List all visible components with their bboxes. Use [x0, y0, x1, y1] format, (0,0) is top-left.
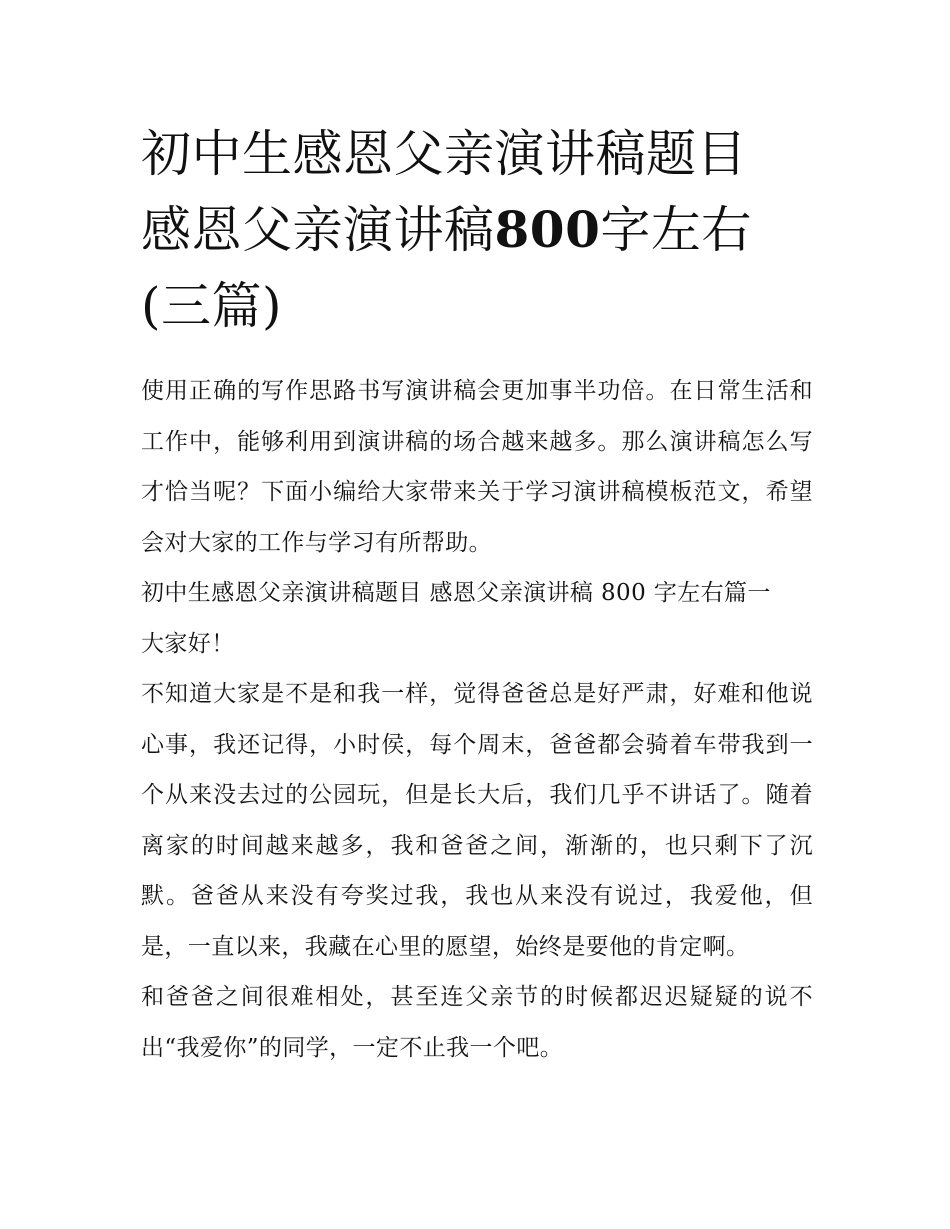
title-text-part-1: 初中生感恩父亲演讲稿题目 感恩父亲演讲稿 [141, 125, 747, 259]
greeting-paragraph: 大家好！ [141, 630, 235, 657]
document-body [141, 366, 813, 1073]
title-number: 800 [494, 200, 601, 259]
section-heading: 初中生感恩父亲演讲稿题目 感恩父亲演讲稿 800 字左右篇一 [141, 580, 771, 606]
title-text-part-2: 字左右(三篇) [141, 201, 752, 335]
document-title [141, 116, 813, 344]
body-paragraph: 和爸爸之间很难相处，甚至连父亲节的时候都迟迟疑疑的说不出“我爱你”的同学，一定不止我一个吧。 [141, 984, 813, 1061]
document-content [141, 116, 813, 1073]
body-paragraph: 不知道大家是不是和我一样，觉得爸爸总是好严肃，好难和他说心事，我还记得，小时侯，每个周末，爸爸都会骑着车带我到一个从来没去过的公园玩，但是长大后，我们几乎不讲话了。随着离家的时间越来越多，我和爸爸之间，渐渐的，也只剩下了沉默。爸爸从来没有夸奖过我，我也从来没有说过，我爱他，但是，一直以来，我藏在心里的愿望，始终是要他的肯定啊。 [141, 681, 813, 960]
intro-paragraph: 使用正确的写作思路书写演讲稿会更加事半功倍。在日常生活和工作中，能够利用到演讲稿的场合越来越多。那么演讲稿怎么写才恰当呢？下面小编给大家带来关于学习演讲稿模板范文，希望会对大家的工作与学习有所帮助。 [141, 378, 813, 556]
